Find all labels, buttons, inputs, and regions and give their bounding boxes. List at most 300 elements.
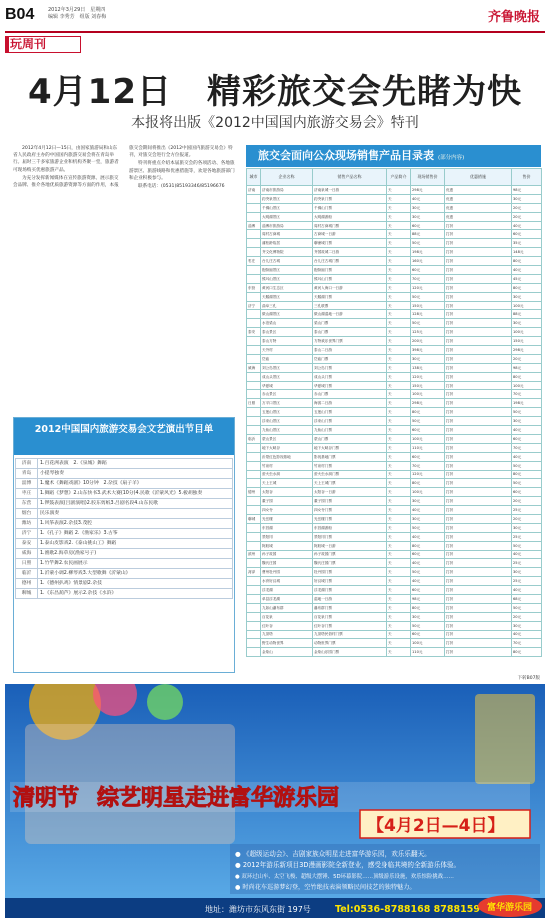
table-cell: 天: [387, 594, 411, 603]
table-cell: 蒲松龄故居: [261, 239, 313, 248]
table-cell: 九顶塔民俗村门票: [313, 630, 387, 639]
festival-row: [16, 569, 233, 579]
product-table-header: [247, 169, 542, 186]
table-cell: 120元: [411, 470, 445, 479]
table-cell: 打折: [445, 461, 512, 470]
table-cell: 打折: [445, 586, 512, 595]
festival-row: [16, 509, 233, 519]
table-row: [247, 452, 542, 461]
table-cell: 红叶谷门票: [313, 621, 387, 630]
table-cell: [247, 194, 261, 203]
ad-bullet: ● 双环过山车、太空飞梭、超级大摆锤、5D环幕影院……顶级游乐设施，欢乐惊险挑战……: [235, 874, 454, 880]
table-cell: 40元: [411, 194, 445, 203]
festival-program: 小提琴独奏: [38, 469, 233, 479]
table-row: [247, 301, 542, 310]
table-cell: [247, 470, 261, 479]
festival-title: 2012中国国内旅游交易会文艺演出节目单: [14, 418, 234, 455]
table-cell: [247, 310, 261, 319]
table-cell: 打折: [445, 497, 512, 506]
table-cell: 50元: [512, 541, 542, 550]
table-cell: 150元: [411, 381, 445, 390]
table-cell: 赤山门票: [313, 390, 387, 399]
table-cell: 打折: [445, 230, 512, 239]
table-cell: 天: [387, 630, 411, 639]
table-cell: 40元: [512, 550, 542, 559]
ad-title-part2: 综艺明星走进富华游乐园: [97, 786, 340, 811]
table-cell: [247, 523, 261, 532]
table-cell: 打折: [445, 612, 512, 621]
table-cell: [247, 239, 261, 248]
table-cell: [247, 292, 261, 301]
table-cell: 打折: [445, 488, 512, 497]
table-cell: 打折: [445, 301, 512, 310]
table-cell: 30元: [512, 621, 542, 630]
table-row: [247, 381, 542, 390]
column-header: 售价: [512, 169, 542, 186]
table-cell: [247, 586, 261, 595]
table-cell: 天: [387, 283, 411, 292]
table-row: [247, 399, 542, 408]
table-cell: 50元: [512, 479, 542, 488]
balloon-icon: [147, 684, 183, 720]
ad-address: 地址：潍坊市东风东街 197号: [205, 905, 311, 914]
table-cell: 三孔联票: [313, 301, 387, 310]
table-cell: 周村古商城门票: [313, 221, 387, 230]
table-cell: 天: [387, 523, 411, 532]
header-rule: [5, 31, 545, 33]
table-cell: 大明湖景区: [261, 212, 313, 221]
table-cell: [247, 594, 261, 603]
festival-program: 1.《德州扒鸡》情景剧2.杂技: [38, 579, 233, 589]
table-cell: [247, 319, 261, 328]
table-cell: 100元: [411, 434, 445, 443]
table-cell: 80元: [512, 283, 542, 292]
table-cell: 优惠: [445, 186, 512, 195]
table-cell: 地下大峡谷: [261, 443, 313, 452]
festival-row: [16, 519, 233, 529]
table-cell: 110元: [411, 443, 445, 452]
table-cell: 148元: [512, 248, 542, 257]
table-cell: 打折: [445, 506, 512, 515]
table-cell: 天: [387, 434, 411, 443]
table-cell: 魏氏庄园: [261, 559, 313, 568]
column-header: 产品简介: [387, 169, 411, 186]
festival-program: 1.《孔子》舞蹈 2.《渔家乐》3.古筝: [38, 529, 233, 539]
table-cell: 70元: [512, 443, 542, 452]
park-logo-text: 富华游乐园: [487, 903, 533, 913]
table-cell: 四女寺门票: [313, 506, 387, 515]
table-cell: 天: [387, 408, 411, 417]
table-cell: 70元: [411, 274, 445, 283]
table-cell: 浮来山景区: [261, 417, 313, 426]
product-table: [246, 168, 542, 657]
festival-city: 德州: [16, 579, 38, 589]
festival-row: [16, 479, 233, 489]
table-cell: 70元: [411, 461, 445, 470]
ad-date-range: 【4月2日—4日】: [367, 816, 505, 836]
table-cell: [247, 479, 261, 488]
table-cell: 30元: [512, 292, 542, 301]
table-cell: 打折: [445, 434, 512, 443]
table-row: [247, 603, 542, 612]
table-cell: 萤火虫水洞门票: [313, 470, 387, 479]
table-row: [247, 239, 542, 248]
table-cell: [247, 337, 261, 346]
table-cell: 天: [387, 337, 411, 346]
table-cell: 打折: [445, 523, 512, 532]
table-cell: 董子园: [261, 497, 313, 506]
table-cell: 天: [387, 612, 411, 621]
table-cell: 80元: [411, 541, 445, 550]
table-cell: 千佛山景区: [261, 203, 313, 212]
table-cell: 298元: [411, 186, 445, 195]
table-cell: [247, 541, 261, 550]
table-cell: 海滨二日游: [313, 399, 387, 408]
table-cell: 泰山景区: [261, 328, 313, 337]
table-cell: 20元: [512, 203, 542, 212]
table-cell: 25元: [512, 532, 542, 541]
table-cell: 周村古商城: [261, 230, 313, 239]
table-cell: 天鹅湖景区: [261, 292, 313, 301]
table-cell: 抱犊崮门票: [313, 266, 387, 275]
table-cell: 100元: [411, 488, 445, 497]
table-cell: 沂蒙红色影视基地: [261, 452, 313, 461]
table-cell: 138元: [411, 363, 445, 372]
table-row: [247, 274, 542, 283]
table-cell: 30元: [512, 523, 542, 532]
table-cell: 88元: [411, 230, 445, 239]
column-header: 城市: [247, 169, 261, 186]
festival-city: 聊城: [16, 589, 38, 599]
table-cell: 太阳谷: [261, 488, 313, 497]
table-cell: 百花泉门票: [313, 612, 387, 621]
festival-program: 1.沂蒙小调2.柳琴戏3.大型歌舞《沂蒙山》: [38, 569, 233, 579]
table-row: [247, 639, 542, 648]
table-cell: 打折: [445, 621, 512, 630]
column-header: 企业名称: [261, 169, 313, 186]
table-cell: [247, 532, 261, 541]
table-cell: [247, 630, 261, 639]
table-row: [247, 203, 542, 212]
table-cell: 天: [387, 417, 411, 426]
table-cell: 60元: [411, 221, 445, 230]
table-cell: 黄河入海口一日游: [313, 283, 387, 292]
festival-program: 1.渔歌2.海草房(渔家号子): [38, 549, 233, 559]
continued-note: 下转B07版: [517, 676, 540, 681]
table-cell: 打折: [445, 541, 512, 550]
table-cell: 天: [387, 550, 411, 559]
table-cell: 打折: [445, 310, 512, 319]
festival-city: 潍坊: [16, 519, 38, 529]
table-cell: 浮来山门票: [313, 417, 387, 426]
table-cell: 金象山: [261, 648, 313, 657]
table-row: [247, 292, 542, 301]
table-cell: 千佛山门票: [313, 203, 387, 212]
table-cell: 打折: [445, 390, 512, 399]
table-cell: 四女寺: [261, 506, 313, 515]
table-cell: 东昌湖游船: [313, 523, 387, 532]
table-row: [247, 532, 542, 541]
table-row: [247, 426, 542, 435]
table-cell: 打折: [445, 239, 512, 248]
ad-bullet: ● 《超级运动会》、吉剧家族众明星走进富华游乐园，欢乐乐翻天。: [235, 850, 431, 858]
table-cell: 威海: [247, 363, 261, 372]
table-cell: [247, 506, 261, 515]
table-cell: 打折: [445, 550, 512, 559]
column-header: 销售产品名称: [313, 169, 387, 186]
table-cell: 80元: [411, 603, 445, 612]
festival-row: [16, 559, 233, 569]
table-row: [247, 230, 542, 239]
table-cell: 金象山乐园门票: [313, 648, 387, 657]
table-cell: 浮龙湖: [261, 586, 313, 595]
table-cell: 泰山二日游: [313, 346, 387, 355]
table-cell: 打折: [445, 532, 512, 541]
table-cell: 50元: [512, 461, 542, 470]
table-cell: 40元: [512, 266, 542, 275]
table-cell: 98元: [411, 594, 445, 603]
table-cell: 天: [387, 461, 411, 470]
table-cell: 济南市旅游局: [261, 186, 313, 195]
table-cell: 刘公岛门票: [313, 363, 387, 372]
table-cell: 20元: [512, 612, 542, 621]
table-row: [247, 443, 542, 452]
table-cell: [247, 203, 261, 212]
table-cell: 光岳楼: [261, 514, 313, 523]
table-cell: 岱庙门票: [313, 354, 387, 363]
table-row: [247, 221, 542, 230]
table-row: [247, 523, 542, 532]
table-cell: 50元: [411, 417, 445, 426]
table-cell: 九如山瀑布群: [261, 603, 313, 612]
table-row: [247, 612, 542, 621]
festival-row: [16, 529, 233, 539]
table-cell: 刘公岛景区: [261, 363, 313, 372]
table-row: [247, 354, 542, 363]
table-row: [247, 372, 542, 381]
festival-city: 威海: [16, 549, 38, 559]
festival-row: [16, 459, 233, 469]
table-row: [247, 363, 542, 372]
festival-program: 1.舞蹈《梦想》2.山东快书3.武术大赛(10分)4.民歌《沂蒙风光》5.板胡独奏: [38, 489, 233, 499]
festival-city: 枣庄: [16, 489, 38, 499]
festival-city: 日照: [16, 559, 38, 569]
table-row: [247, 337, 542, 346]
table-cell: 临沂: [247, 434, 261, 443]
festival-program-box: [13, 417, 235, 673]
table-row: [247, 346, 542, 355]
table-cell: [247, 212, 261, 221]
table-cell: 好汉城门票: [313, 577, 387, 586]
table-cell: 景阳冈门票: [313, 532, 387, 541]
date-text: 2012年3月29日 星期四: [48, 7, 106, 13]
table-cell: 方特欢乐世界门票: [313, 337, 387, 346]
table-cell: 天: [387, 559, 411, 568]
table-cell: [247, 372, 261, 381]
festival-row: [16, 549, 233, 559]
table-cell: 华夏城: [261, 381, 313, 390]
festival-program: 1.风筝表演2.杂技3.茂腔: [38, 519, 233, 529]
table-cell: 198元: [411, 248, 445, 257]
table-cell: 打折: [445, 337, 512, 346]
headline: 4月12日 精彩旅交会先睹为快: [28, 72, 522, 112]
table-cell: 110元: [411, 648, 445, 657]
festival-table: [15, 458, 233, 599]
festival-program: 1.锣鼓表演(吕剧演唱)2.胶东剪纸3.吕剧名段4.山东民歌: [38, 499, 233, 509]
ride-tower-illustration: [475, 694, 535, 784]
table-cell: 160元: [411, 257, 445, 266]
table-cell: 天: [387, 354, 411, 363]
table-cell: 百花泉: [261, 612, 313, 621]
table-cell: 天: [387, 639, 411, 648]
table-cell: 30元: [512, 568, 542, 577]
table-cell: 40元: [411, 506, 445, 515]
table-cell: 80元: [512, 372, 542, 381]
table-cell: 60元: [411, 630, 445, 639]
table-row: [247, 461, 542, 470]
table-cell: 398元: [411, 346, 445, 355]
table-cell: 天: [387, 603, 411, 612]
table-cell: [247, 648, 261, 657]
table-cell: 赤山景区: [261, 390, 313, 399]
table-cell: 打折: [445, 443, 512, 452]
table-cell: 打折: [445, 257, 512, 266]
table-cell: 泰山门票: [313, 328, 387, 337]
table-cell: 单县浮龙湖: [261, 594, 313, 603]
table-row: [247, 328, 542, 337]
table-cell: 竹泉村: [261, 461, 313, 470]
page-number: B04: [5, 6, 35, 23]
table-cell: 五莲山景区: [261, 408, 313, 417]
table-cell: [247, 443, 261, 452]
table-cell: 天: [387, 390, 411, 399]
table-cell: 天: [387, 506, 411, 515]
table-cell: 蒙山门票: [313, 434, 387, 443]
table-row: [247, 586, 542, 595]
table-cell: 天: [387, 230, 411, 239]
table-cell: 德州: [247, 488, 261, 497]
table-cell: 60元: [512, 434, 542, 443]
table-cell: 打折: [445, 346, 512, 355]
festival-row: [16, 579, 233, 589]
column-header: 现场销售价: [411, 169, 445, 186]
table-cell: 成山头景区: [261, 372, 313, 381]
table-cell: 30元: [411, 612, 445, 621]
table-cell: 趵突泉景区: [261, 194, 313, 203]
table-cell: 萤火虫水洞: [261, 470, 313, 479]
table-cell: 天上王城门票: [313, 479, 387, 488]
table-cell: 100元: [512, 328, 542, 337]
table-cell: 298元: [512, 346, 542, 355]
article-paragraph: 2012年4月12日—15日，由国家旅游局和山东省人民政府主办的中国国内旅游交易会将在青岛举行。届时三千多家旅游企业和机构齐聚一堂，旅游者可现场购买优惠旅游产品。: [13, 146, 119, 173]
table-cell: 熊耳山门票: [313, 274, 387, 283]
table-cell: 50元: [411, 292, 445, 301]
table-cell: 30元: [411, 497, 445, 506]
table-cell: [247, 248, 261, 257]
table-cell: 打折: [445, 577, 512, 586]
table-cell: 40元: [411, 577, 445, 586]
table-cell: 198元: [512, 399, 542, 408]
table-cell: 天: [387, 319, 411, 328]
table-cell: 25元: [512, 577, 542, 586]
table-cell: 打折: [445, 470, 512, 479]
table-cell: 30元: [512, 417, 542, 426]
table-row: [247, 621, 542, 630]
table-cell: [247, 461, 261, 470]
table-cell: 打折: [445, 319, 512, 328]
ad-graphic: [5, 684, 545, 918]
table-cell: 98元: [512, 186, 542, 195]
table-cell: [247, 497, 261, 506]
table-cell: 80元: [411, 408, 445, 417]
ad-bullet: ● 2012年游乐新项目3D漫画影院全新登业，感受身临其境的全新游乐体验。: [235, 861, 461, 869]
table-cell: 趵突泉门票: [313, 194, 387, 203]
table-cell: 抱犊崮景区: [261, 266, 313, 275]
table-cell: 牡丹园门票: [313, 568, 387, 577]
table-cell: 40元: [512, 586, 542, 595]
table-cell: 30元: [411, 354, 445, 363]
table-cell: [247, 390, 261, 399]
table-row: [247, 186, 542, 195]
table-cell: 济南泉城一日游: [313, 186, 387, 195]
table-cell: 光岳楼门票: [313, 514, 387, 523]
table-cell: 九顶塔: [261, 630, 313, 639]
table-row: [247, 550, 542, 559]
table-cell: 100元: [411, 639, 445, 648]
table-cell: 天: [387, 541, 411, 550]
table-cell: 曲阜三孔: [261, 301, 313, 310]
table-cell: 天: [387, 470, 411, 479]
table-cell: [247, 612, 261, 621]
table-cell: 80元: [411, 479, 445, 488]
table-cell: 湿地一日游: [313, 594, 387, 603]
table-cell: 88元: [512, 310, 542, 319]
table-cell: 天: [387, 248, 411, 257]
table-cell: 天: [387, 310, 411, 319]
table-row: [247, 434, 542, 443]
masthead-logo: 齐鲁晚报: [487, 10, 540, 25]
table-row: [247, 417, 542, 426]
table-cell: 天: [387, 479, 411, 488]
table-cell: 打折: [445, 568, 512, 577]
table-cell: 80元: [512, 470, 542, 479]
table-row: [247, 488, 542, 497]
table-cell: 128元: [411, 310, 445, 319]
festival-program: 1.泰山皮影戏2.《泰山挑山工》舞蹈: [38, 539, 233, 549]
table-cell: 孙子故园: [261, 550, 313, 559]
table-cell: 优惠: [445, 212, 512, 221]
table-cell: 动物世界门票: [313, 639, 387, 648]
table-cell: 80元: [512, 257, 542, 266]
table-row: [247, 212, 542, 221]
table-row: [247, 470, 542, 479]
table-cell: 微山湖景区: [261, 310, 313, 319]
table-cell: 阿胶城一日游: [313, 541, 387, 550]
table-row: [247, 506, 542, 515]
table-cell: 打折: [445, 372, 512, 381]
festival-city: 临沂: [16, 569, 38, 579]
table-row: [247, 594, 542, 603]
table-cell: 聊城: [247, 514, 261, 523]
table-cell: 打折: [445, 594, 512, 603]
table-cell: 天: [387, 532, 411, 541]
table-cell: 天: [387, 452, 411, 461]
table-cell: 天: [387, 266, 411, 275]
table-cell: 梁山门票: [313, 319, 387, 328]
table-cell: 天: [387, 194, 411, 203]
table-cell: 200元: [411, 337, 445, 346]
table-cell: 打折: [445, 630, 512, 639]
